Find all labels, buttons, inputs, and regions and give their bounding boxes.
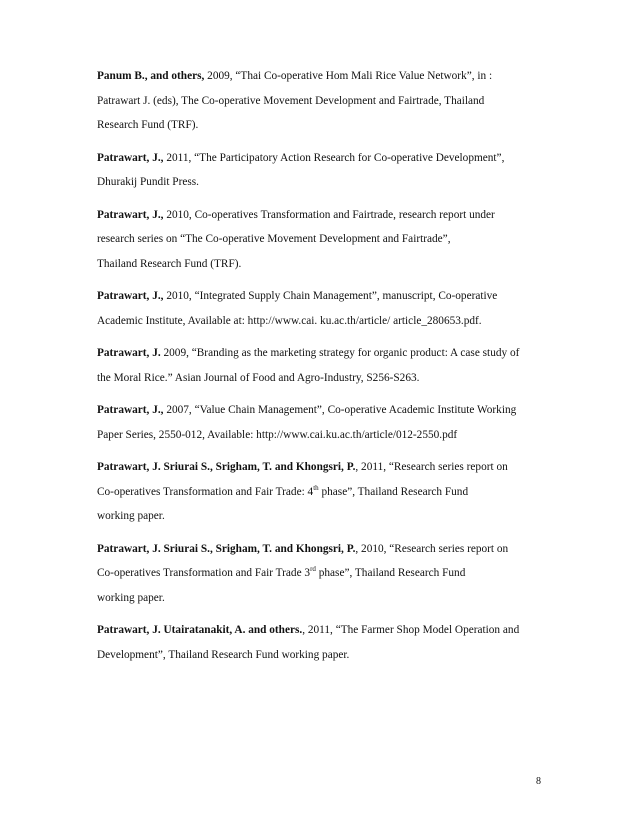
reference-text: , 2010, “Research series report on bbox=[355, 542, 509, 555]
reference-entry bbox=[97, 203, 547, 277]
reference-text: Research Fund (TRF). bbox=[97, 119, 199, 131]
reference-text: , 2011, “The Farmer Shop Model Operation and bbox=[302, 624, 520, 636]
reference-entry bbox=[97, 618, 547, 667]
reference-author: Patrawart, J., bbox=[97, 208, 164, 221]
reference-entry bbox=[97, 146, 547, 195]
reference-author: Patrawart, J. Utairatanakit, A. and others. bbox=[97, 624, 303, 636]
reference-author: Patrawart, J., bbox=[97, 404, 164, 416]
reference-text: Academic Institute, Available at: http://www.cai. ku.ac.th/article/ article_280653.pdf. bbox=[97, 314, 482, 327]
reference-list bbox=[97, 64, 547, 675]
reference-text: 2009, “Branding as the marketing strategy for organic product: A case study of bbox=[160, 347, 520, 359]
reference-text: Thailand Research Fund (TRF). bbox=[97, 257, 242, 270]
reference-text: Dhurakij Pundit Press. bbox=[97, 176, 199, 188]
reference-author: Patrawart, J. Sriurai S., Srigham, T. and Khongsri, P. bbox=[97, 461, 356, 473]
reference-text: Co-operatives Transformation and Fair Trade: 4 bbox=[97, 485, 314, 498]
reference-text: research series on “The Co-operative Movement Development and Fairtrade”, bbox=[97, 233, 451, 245]
reference-text: Co-operatives Transformation and Fair Trade 3 bbox=[97, 567, 311, 579]
reference-author: Patrawart, J., bbox=[97, 151, 164, 164]
reference-author: Panum B., and others, bbox=[97, 70, 205, 82]
reference-text: Paper Series, 2550-012, Available: http://www.cai.ku.ac.th/article/012-2550.pdf bbox=[97, 428, 458, 441]
reference-text: , 2011, “Research series report on bbox=[355, 461, 508, 473]
reference-entry bbox=[97, 455, 547, 529]
reference-text: Development”, Thailand Research Fund working paper. bbox=[97, 648, 350, 661]
reference-text: working paper. bbox=[97, 510, 165, 522]
reference-text: 2009, “Thai Co-operative Hom Mali Rice Value Network”, in : bbox=[204, 70, 493, 82]
reference-author: Patrawart, J. bbox=[97, 347, 161, 359]
reference-text: phase”, Thailand Research Fund bbox=[318, 485, 469, 498]
superscript-ordinal: th bbox=[313, 483, 319, 492]
superscript-ordinal: rd bbox=[310, 565, 316, 574]
reference-text: 2010, “Integrated Supply Chain Management”, manuscript, Co-operative bbox=[163, 290, 498, 302]
reference-text: 2011, “The Participatory Action Research for Co-operative Development”, bbox=[163, 151, 505, 164]
reference-text: 2007, “Value Chain Management”, Co-operative Academic Institute Working bbox=[163, 404, 517, 416]
reference-text: phase”, Thailand Research Fund bbox=[315, 567, 466, 579]
reference-text: working paper. bbox=[97, 591, 165, 604]
reference-entry bbox=[97, 341, 547, 390]
reference-text: the Moral Rice.” Asian Journal of Food and Agro-Industry, S256-S263. bbox=[97, 371, 420, 384]
reference-author: Patrawart, J., bbox=[97, 290, 164, 302]
reference-entry bbox=[97, 64, 547, 138]
page-number: 8 bbox=[536, 776, 541, 787]
reference-text: Patrawart J. (eds), The Co-operative Movement Development and Fairtrade, Thailand bbox=[97, 94, 485, 107]
reference-entry bbox=[97, 284, 547, 333]
reference-entry bbox=[97, 537, 547, 611]
reference-author: Patrawart, J. Sriurai S., Srigham, T. and Khongsri, P. bbox=[97, 542, 356, 555]
reference-entry bbox=[97, 398, 547, 447]
reference-text: 2010, Co-operatives Transformation and Fairtrade, research report under bbox=[163, 208, 495, 221]
